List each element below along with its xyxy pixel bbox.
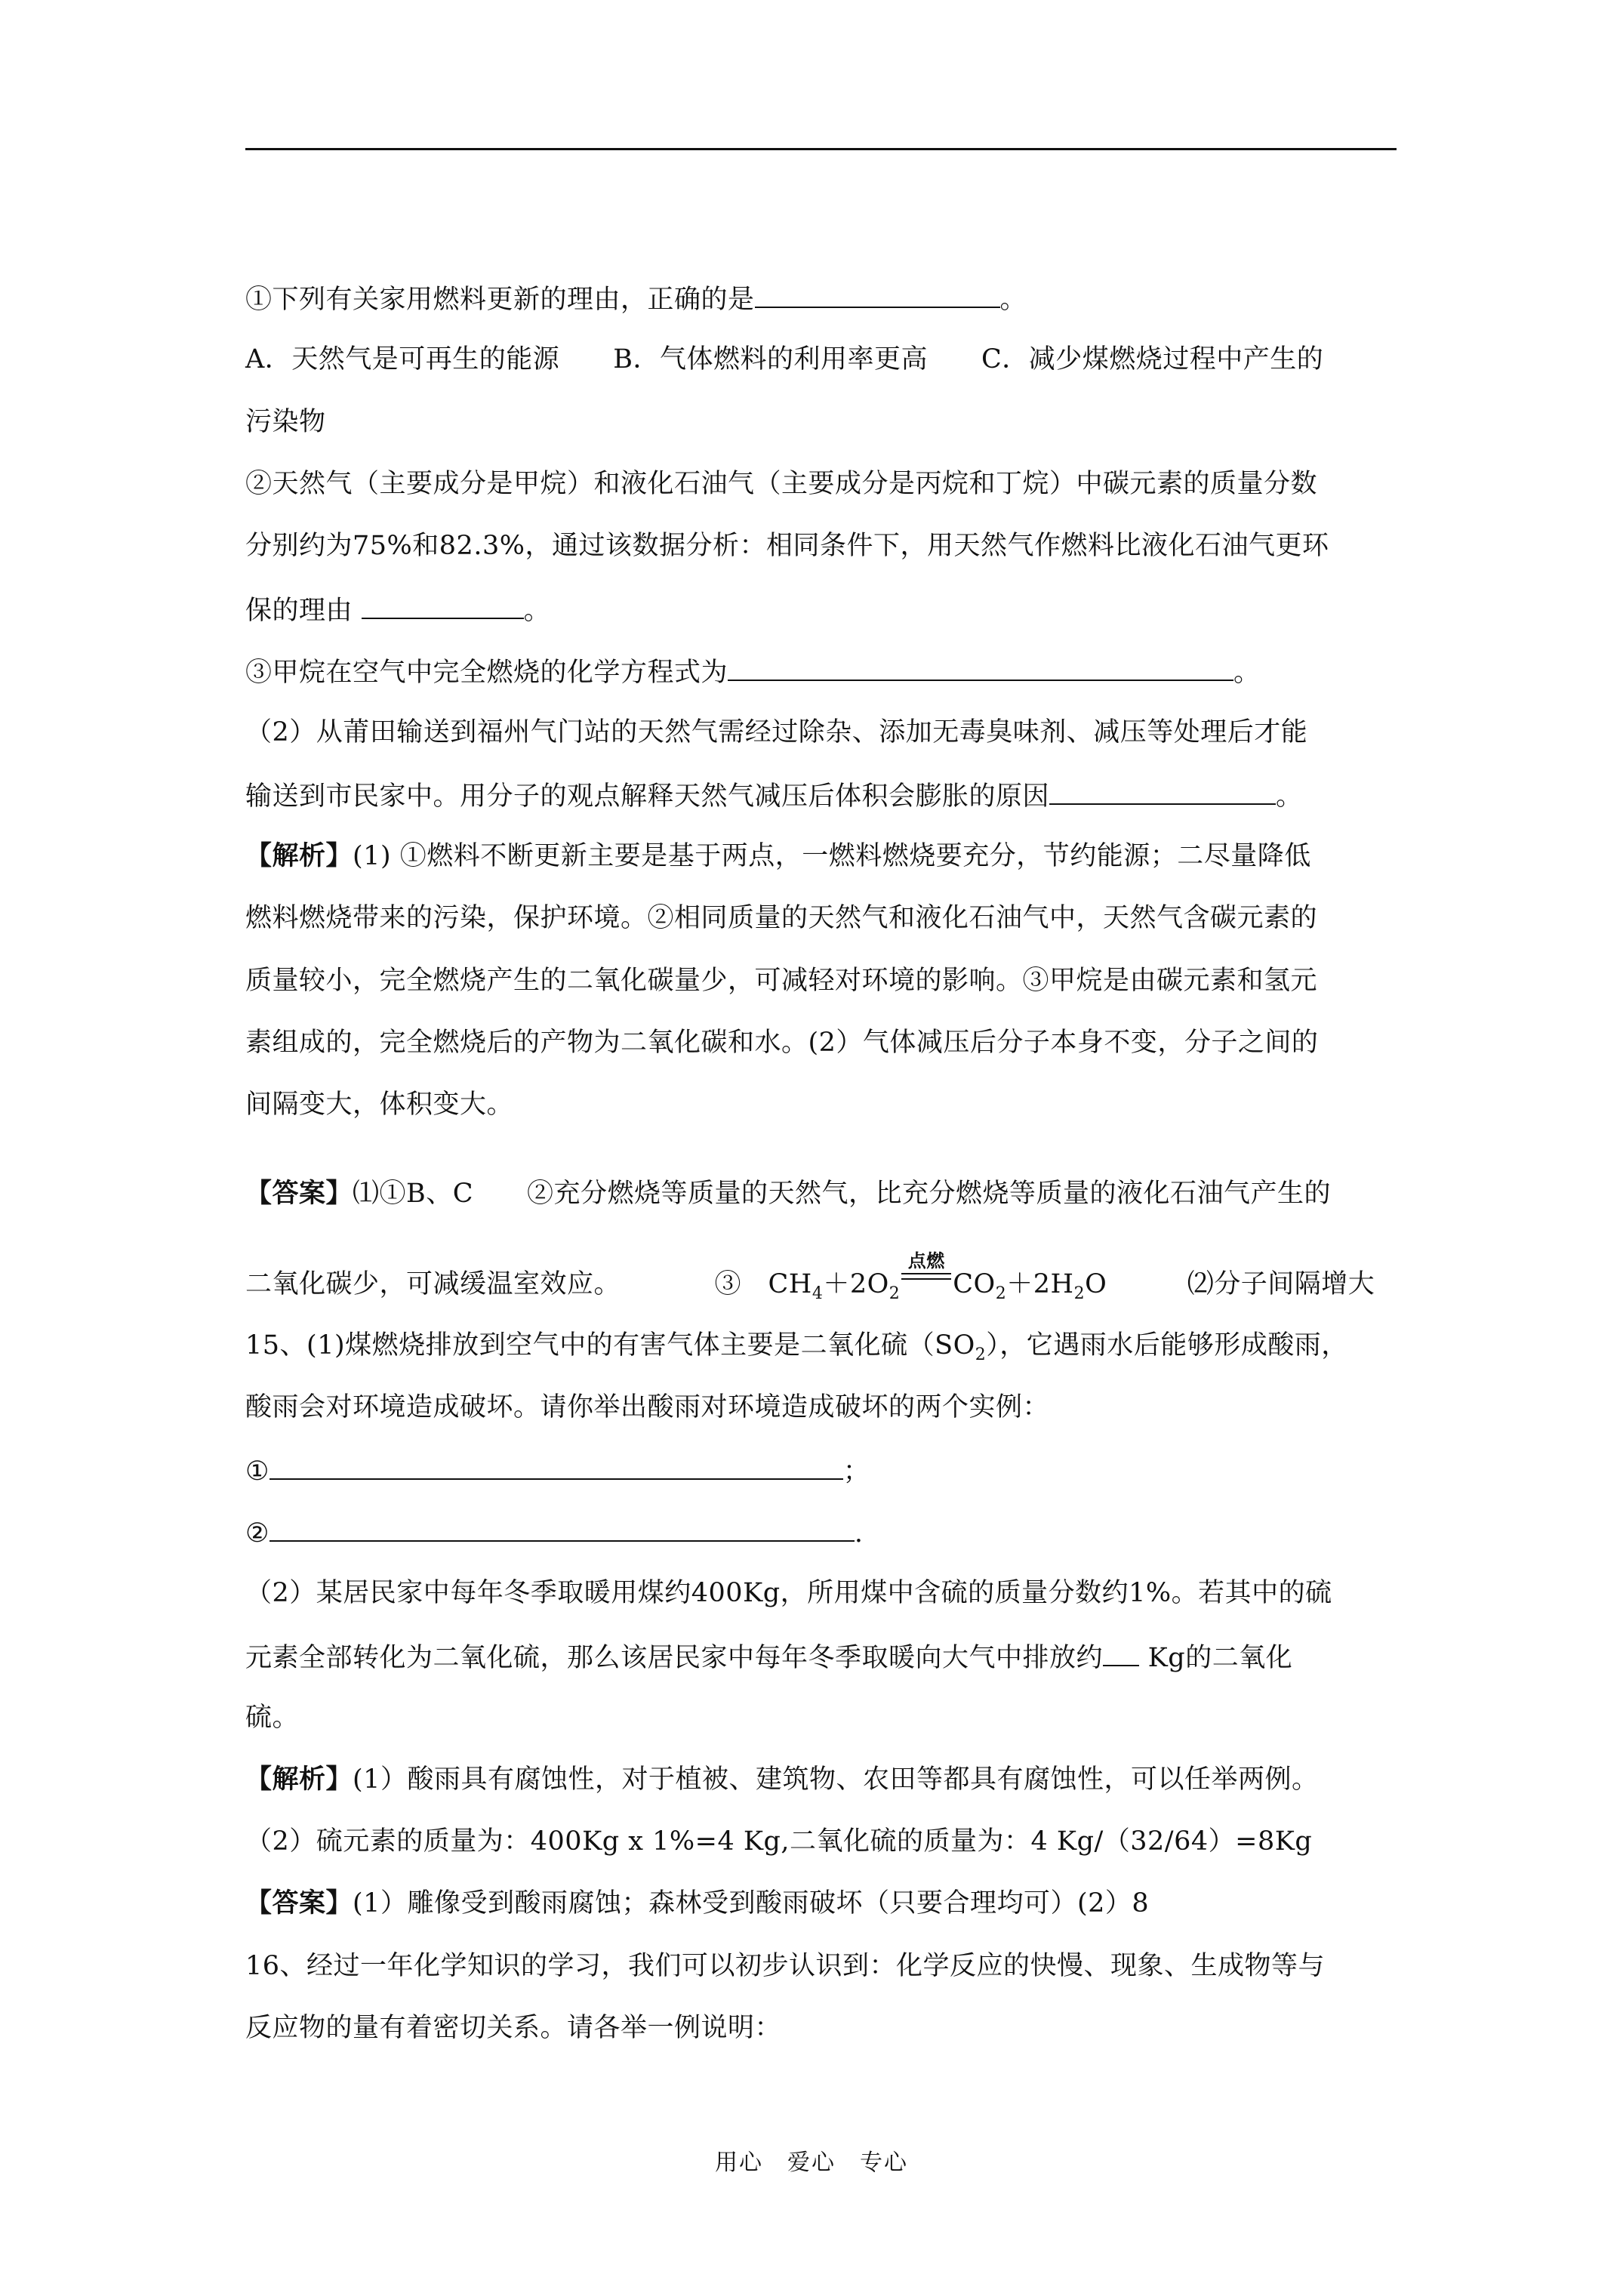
analysis-line3: 质量较小，完全燃烧产生的二氧化碳量少，可减轻对环境的影响。③甲烷是由碳元素和氢元 bbox=[245, 966, 1318, 996]
question-1-options: A．天然气是可再生的能源 B．气体燃料的利用率更高 C．减少煤燃烧过程中产生的 bbox=[245, 344, 1324, 374]
question-1-2-line3: 保的理由 。 bbox=[245, 590, 550, 629]
answer-blank[interactable] bbox=[269, 1513, 855, 1542]
header-rule bbox=[245, 148, 1397, 150]
question-15-line2: 酸雨会对环境造成破坏。请你举出酸雨对环境造成破坏的两个实例： bbox=[245, 1392, 1050, 1422]
answer-blank[interactable] bbox=[1049, 776, 1276, 805]
answer-label: 【答案】 bbox=[245, 1888, 353, 1918]
question-15-2-line2: 元素全部转化为二氧化硫，那么该居民家中每年冬季取暖向大气中排放约 Kg的二氧化 bbox=[245, 1638, 1292, 1676]
page-footer: 用心 爱心 专心 bbox=[715, 2150, 908, 2176]
question-1-1: ①下列有关家用燃料更新的理由，正确的是 。 bbox=[245, 279, 1027, 318]
analysis-label: 【解析】 bbox=[245, 1764, 353, 1795]
reaction-condition: 点燃 bbox=[907, 1250, 945, 1271]
analysis-15-line2: （2）硫元素的质量为：400Kg x 1%=4 Kg,二氧化硫的质量为：4 Kg/（32/64）=8Kg bbox=[245, 1826, 1313, 1857]
question-15-example1: ① ； bbox=[245, 1451, 870, 1490]
answer-blank[interactable] bbox=[1103, 1638, 1139, 1666]
question-16-line2: 反应物的量有着密切关系。请各举一例说明： bbox=[245, 2013, 782, 2043]
answer-blank[interactable] bbox=[362, 590, 524, 619]
answer-blank[interactable] bbox=[269, 1451, 843, 1480]
question-1-2-line1: ②天然气（主要成分是甲烷）和液化石油气（主要成分是丙烷和丁烷）中碳元素的质量分数 bbox=[245, 469, 1318, 499]
analysis-15-line1: 【解析】(1）酸雨具有腐蚀性，对于植被、建筑物、农田等都具有腐蚀性，可以任举两例。 bbox=[245, 1764, 1319, 1795]
question-2-line2: 输送到市民家中。用分子的观点解释天然气减压后体积会膨胀的原因 。 bbox=[245, 776, 1303, 815]
analysis-line4: 素组成的，完全燃烧后的产物为二氧化碳和水。(2）气体减压后分子本身不变，分子之间的 bbox=[245, 1028, 1319, 1058]
question-1-3: ③甲烷在空气中完全燃烧的化学方程式为 。 bbox=[245, 652, 1261, 691]
analysis-line2: 燃料燃烧带来的污染，保护环境。②相同质量的天然气和液化石油气中，天然气含碳元素的 bbox=[245, 903, 1318, 933]
question-15-2-line3: 硫。 bbox=[245, 1703, 300, 1733]
reaction-equals-sign bbox=[900, 1250, 953, 1293]
question-15-2-line1: （2）某居民家中每年冬季取暖用煤约400Kg，所用煤中含硫的质量分数约1%。若其中的硫 bbox=[245, 1578, 1332, 1608]
answer-label: 【答案】 bbox=[245, 1178, 353, 1209]
question-15-example2: ② . bbox=[245, 1513, 864, 1552]
question-16-line1: 16、经过一年化学知识的学习，我们可以初步认识到：化学反应的快慢、现象、生成物等与 bbox=[245, 1951, 1326, 1981]
answer-line1: 【答案】⑴①B、C ②充分燃烧等质量的天然气，比充分燃烧等质量的液化石油气产生的 bbox=[245, 1178, 1332, 1209]
question-2-line1: （2）从莆田输送到福州气门站的天然气需经过除杂、添加无毒臭味剂、减压等处理后才能 bbox=[245, 717, 1308, 747]
question-15-line1: 15、(1)煤燃烧排放到空气中的有害气体主要是二氧化硫$(SO_2)$，它遇雨水后能够形成酸雨， bbox=[245, 1330, 1348, 1364]
question-1-2-line2: 分别约为75%和82.3%，通过该数据分析：相同条件下，用天然气作燃料比液化石油气更环 bbox=[245, 531, 1329, 561]
answer-line2: 二氧化碳少，可减缓温室效应。 ③ $CH_4+2O_2$ 点燃 $CO_2+2H_2O$ ⑵分子间隔增大 bbox=[245, 1265, 1375, 1302]
answer-15: 【答案】(1）雕像受到酸雨腐蚀；森林受到酸雨破坏（只要合理均可）(2）8 bbox=[245, 1888, 1150, 1918]
analysis-line5: 间隔变大，体积变大。 bbox=[245, 1089, 514, 1120]
question-1-options-cont: 污染物 bbox=[245, 407, 326, 437]
analysis-label: 【解析】 bbox=[245, 840, 353, 871]
answer-blank[interactable] bbox=[755, 279, 1000, 308]
answer-blank[interactable] bbox=[728, 652, 1233, 681]
analysis-line1: 【解析】(1) ①燃料不断更新主要是基于两点，一燃料燃烧要充分，节约能源；二尽量降低 bbox=[245, 840, 1311, 871]
